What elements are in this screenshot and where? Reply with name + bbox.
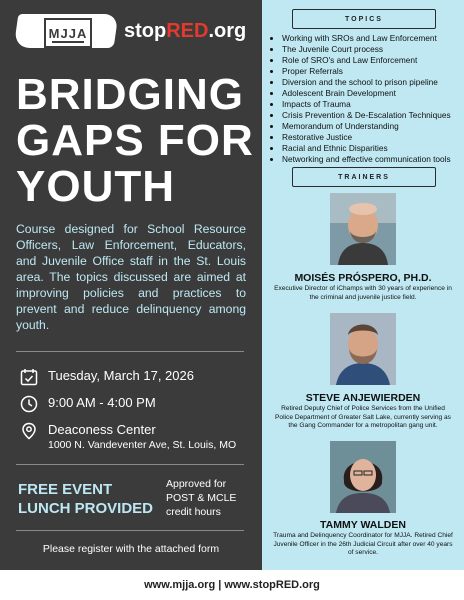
trainer-bio: Executive Director of iChamps with 30 years of experience in the criminal and juvenile justice field. — [274, 285, 452, 301]
logo-row — [16, 10, 252, 54]
clock-icon — [20, 395, 38, 413]
brand-red: RED — [166, 20, 209, 42]
list-item: • Memorandum of Understanding — [282, 121, 464, 132]
stopred-logo — [124, 20, 246, 43]
approved-line-3: credit hours — [166, 506, 221, 518]
trainer-bio: Trauma and Delinquency Coordinator for MJJA. Retired Chief Juvenile Officer in the 26th Judicial Circuit after over 40 years of service. — [273, 532, 453, 557]
divider — [16, 464, 244, 465]
list-item: • Diversion and the school to prison pipeline — [282, 77, 464, 88]
brand-suffix: .org — [208, 20, 247, 42]
title-line-2: GAPS FOR — [16, 116, 254, 165]
title-line-3: YOUTH — [16, 162, 175, 211]
list-item: • The Juvenile Court process — [282, 44, 464, 55]
list-item: • Racial and Ethnic Disparities — [282, 143, 464, 154]
mjja-logo — [44, 18, 92, 48]
trainers-label: TRAINERS — [292, 167, 436, 187]
list-item: • Working with SROs and Law Enforcement — [282, 33, 464, 44]
list-item: • Adolescent Brain Development — [282, 88, 464, 99]
right-panel — [262, 0, 464, 570]
divider — [16, 530, 244, 531]
page-title — [16, 72, 256, 210]
trainer-name: MOISÉS PRÓSPERO, PH.D. — [294, 272, 432, 284]
brand-prefix: stop — [124, 20, 167, 42]
footer-links: www.mjja.org | www.stopRED.org — [0, 570, 464, 600]
approved-line-1: Approved for — [166, 478, 227, 490]
approved-line-2: POST & MCLE — [166, 492, 237, 504]
list-item: • Impacts of Trauma — [282, 99, 464, 110]
location-row — [20, 422, 236, 451]
free-line-1: FREE EVENT — [18, 481, 113, 498]
calendar-icon — [20, 368, 38, 386]
trainer-name: TAMMY WALDEN — [320, 519, 406, 531]
trainer-photo — [330, 313, 396, 385]
free-line-2: LUNCH PROVIDED — [18, 500, 154, 517]
list-item: • Role of SRO's and Law Enforcement — [282, 55, 464, 66]
trainer-photo — [330, 441, 396, 513]
location-pin-icon — [20, 422, 38, 440]
event-date: Tuesday, March 17, 2026 — [48, 368, 194, 383]
credit-approval-text — [166, 477, 236, 519]
time-row — [20, 395, 156, 413]
free-event-text — [18, 480, 153, 518]
course-description: Course designed for School Resource Officers, Law Enforcement, Educators, and Juvenile Office staff in the St. Louis area. The topics discussed are aimed at improving policies and practices to prevent and reduce delinquency among youth. — [16, 222, 246, 332]
list-item: • Restorative Justice — [282, 132, 464, 143]
topics-list — [270, 33, 464, 165]
mjja-logo-text: MJJA — [48, 25, 88, 41]
trainer-name: STEVE ANJEWIERDEN — [305, 392, 421, 404]
list-item: • Crisis Prevention & De-Escalation Techniques — [282, 110, 464, 121]
divider — [16, 351, 244, 352]
venue-address: 1000 N. Vandeventer Ave, St. Louis, MO — [48, 439, 237, 451]
title-line-1: BRIDGING — [16, 70, 244, 119]
trainer-bio: Retired Deputy Chief of Police Services from the Unified Police Department of Greater Salt Lake, currently serving as the Gang Commander for a metropolitan gang unit. — [275, 405, 451, 430]
list-item: • Proper Referrals — [282, 66, 464, 77]
trainer-photo — [330, 193, 396, 265]
date-row — [20, 368, 194, 386]
venue-name: Deaconess Center — [48, 422, 156, 437]
list-item: • Networking and effective communication tools — [282, 154, 464, 165]
topics-label: TOPICS — [292, 9, 436, 29]
event-time: 9:00 AM - 4:00 PM — [48, 395, 156, 410]
register-note: Please register with the attached form — [42, 543, 220, 555]
